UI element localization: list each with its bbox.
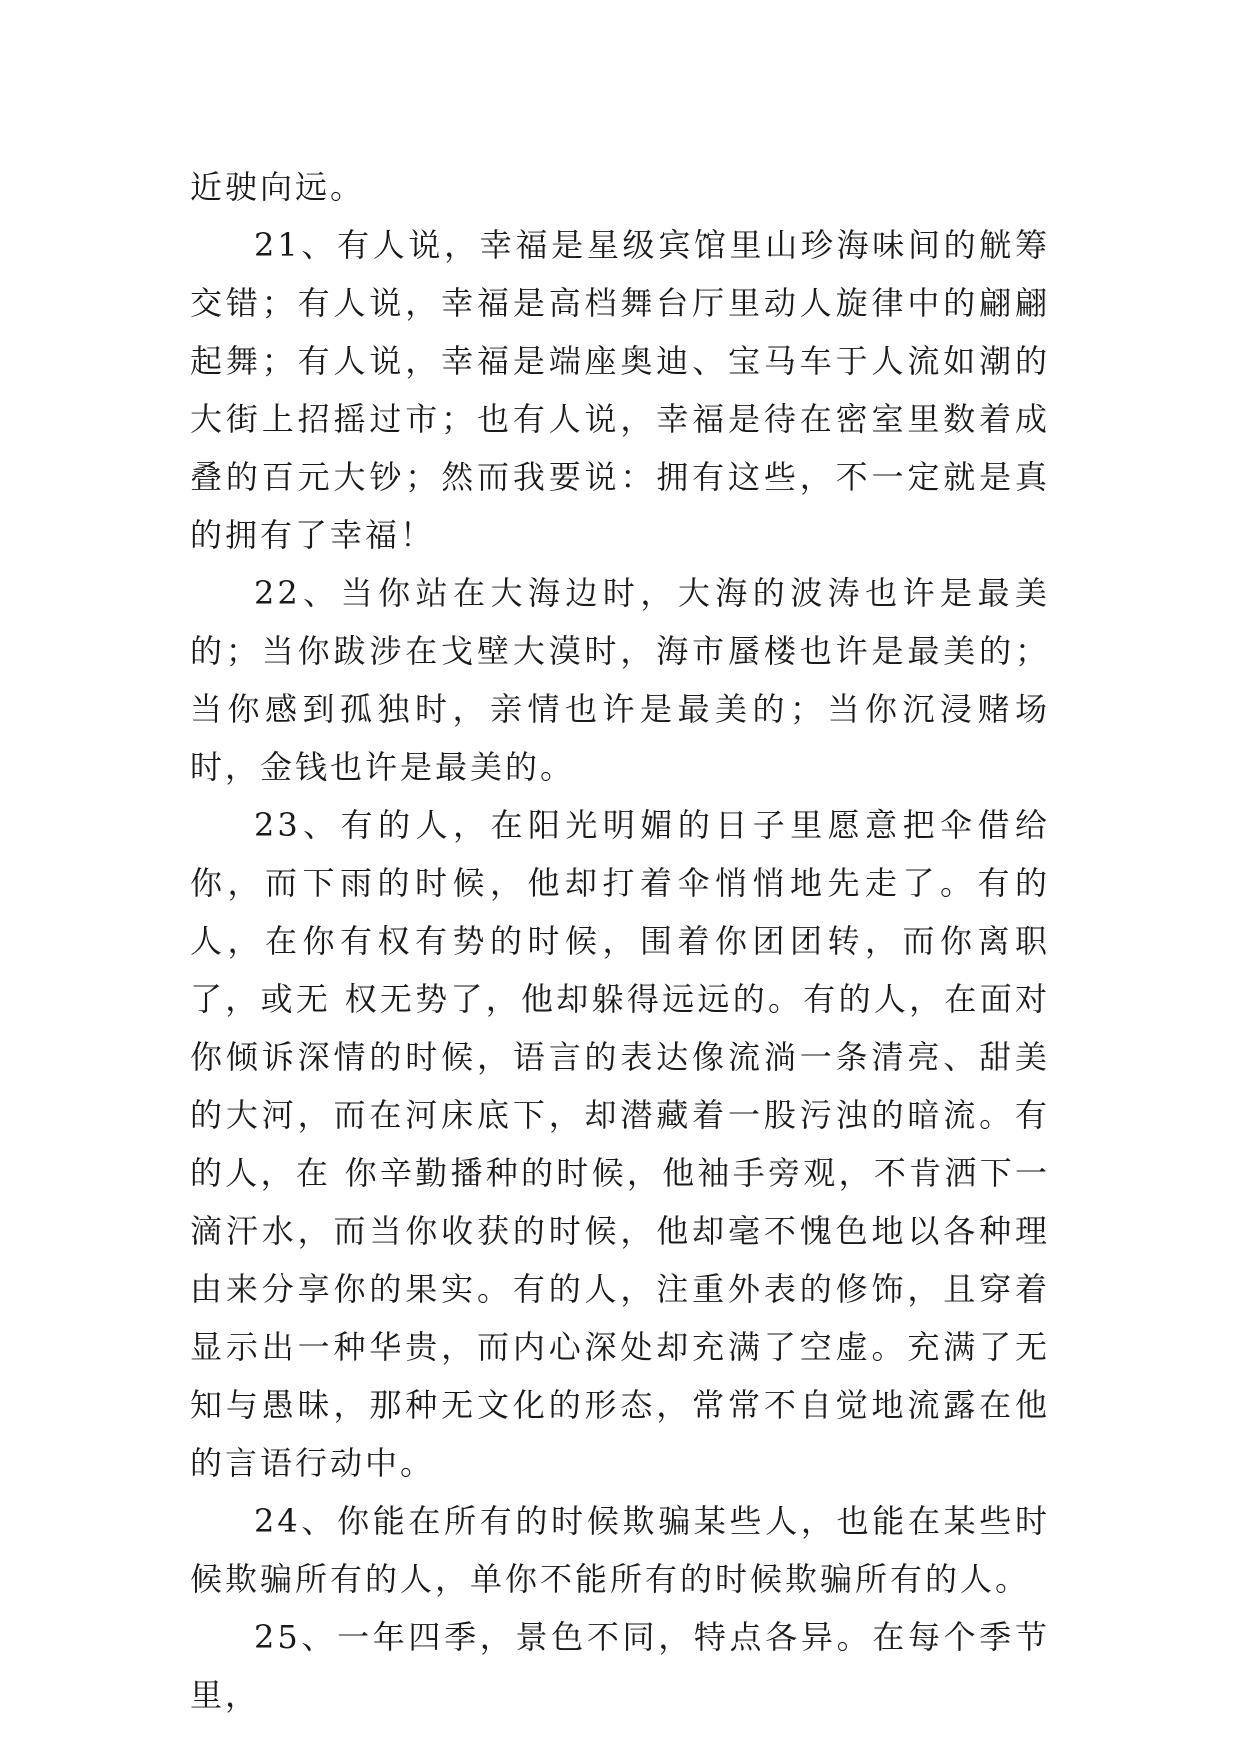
paragraph-continuation: 近驶向远。 — [190, 168, 366, 206]
paragraph-24: 24、你能在所有的时候欺骗某些人，也能在某些时候欺骗所有的人，单你不能所有的时候欺骗所有的人。 — [190, 1502, 1050, 1598]
document-body — [190, 158, 1050, 1724]
paragraph-23: 23、有的人，在阳光明媚的日子里愿意把伞借给你，而下雨的时候，他却打着伞悄悄地先走了。有的人，在你有权有势的时候，围着你团团转，而你离职了，或无 权无势了，他却躲得远远的。有的人，在面对你倾诉深情的时候，语言的表达像流淌一条清亮、甜美的大河，而在河床底下，却潜藏着一股污浊的暗流。有的人，在 你辛勤播种的时候，他袖手旁观，不肯洒下一滴汗水，而当你收获的时候，他却毫不愧色地以各种理由来分享你的果实。有的人，注重外表的修饰，且穿着显示出一种华贵，而内心深处却充满了空虚。充满了无知与愚昧，那种无文化的形态，常常不自觉地流露在他的言语行动中。 — [190, 806, 1050, 1482]
paragraph-25: 25、一年四季，景色不同，特点各异。在每个季节里， — [190, 1618, 1050, 1714]
paragraph-21: 21、有人说，幸福是星级宾馆里山珍海味间的觥筹交错；有人说，幸福是高档舞台厅里动人旋律中的翩翩起舞；有人说，幸福是端座奥迪、宝马车于人流如潮的大街上招摇过市；也有人说，幸福是待在密室里数着成叠的百元大钞；然而我要说：拥有这些，不一定就是真的拥有了幸福！ — [190, 226, 1050, 554]
paragraph-22: 22、当你站在大海边时，大海的波涛也许是最美的；当你跋涉在戈壁大漠时，海市蜃楼也许是最美的；当你感到孤独时，亲情也许是最美的；当你沉浸赌场时，金钱也许是最美的。 — [190, 574, 1050, 786]
